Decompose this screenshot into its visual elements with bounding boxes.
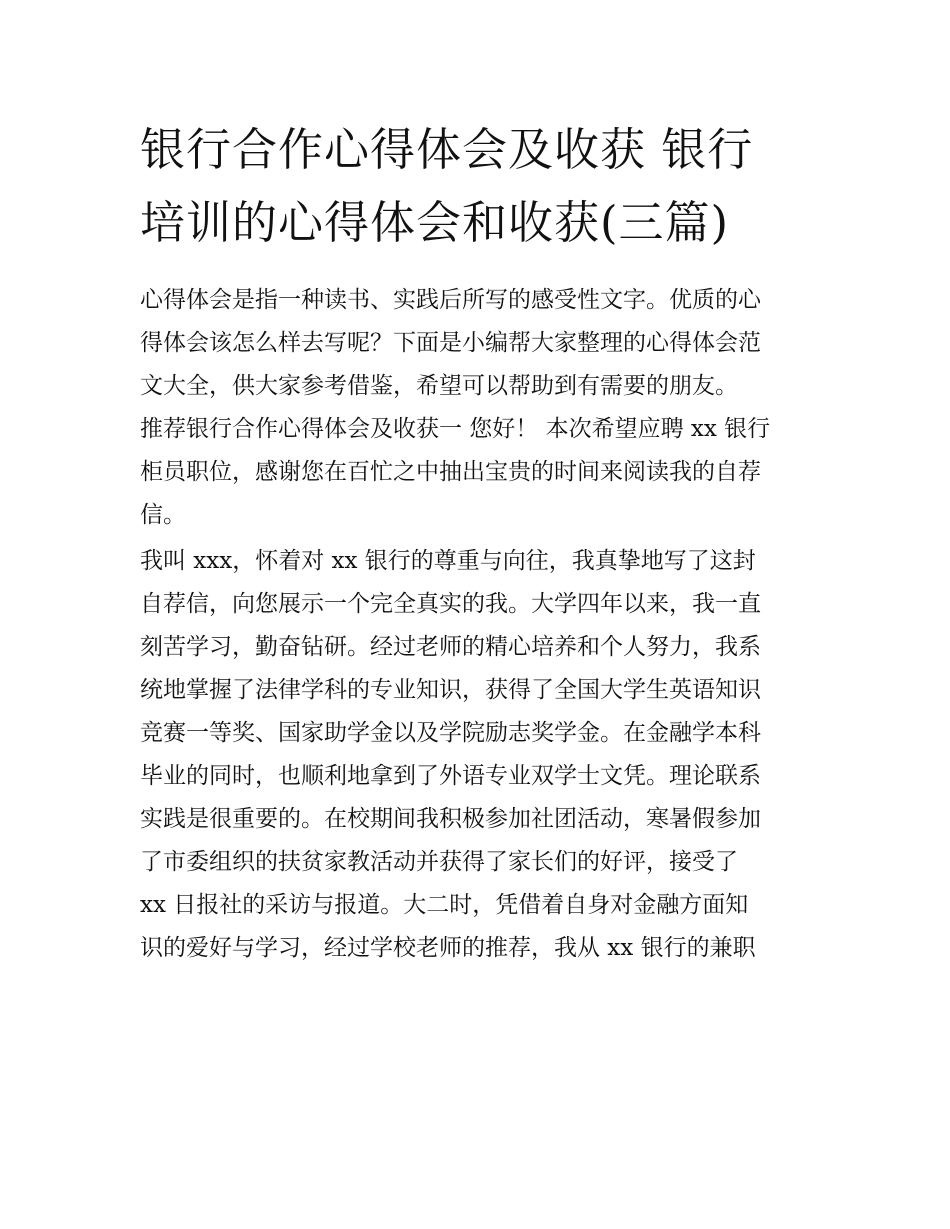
body-line: 刻苦学习，勤奋钻研。经过老师的精心培养和个人努力，我系: [140, 634, 761, 660]
document-body: [140, 279, 830, 970]
body-line: 竞赛一等奖、国家助学金以及学院励志奖学金。在金融学本科: [140, 720, 761, 746]
body-line: 得体会该怎么样去写呢？下面是小编帮大家整理的心得体会范: [140, 330, 761, 356]
body-line: 统地掌握了法律学科的专业知识，获得了全国大学生英语知识: [140, 677, 761, 703]
body-line: 信。: [140, 502, 186, 528]
body-line: 识的爱好与学习，经过学校老师的推荐，我从 xx 银行的兼职: [140, 935, 756, 961]
document-title: [140, 113, 820, 259]
body-line: 心得体会是指一种读书、实践后所写的感受性文字。优质的心: [140, 287, 761, 313]
body-line: 实践是很重要的。在校期间我积极参加社团活动，寒暑假参加: [140, 806, 761, 832]
body-line: 推荐银行合作心得体会及收获一 您好！ 本次希望应聘 xx 银行: [140, 416, 771, 442]
body-line: 毕业的同时，也顺利地拿到了外语专业双学士文凭。理论联系: [140, 763, 761, 789]
title-line-1: 银行合作心得体会及收获 银行: [140, 123, 754, 176]
body-line: 自荐信，向您展示一个完全真实的我。大学四年以来，我一直: [140, 591, 761, 617]
body-line: 我叫 xxx，怀着对 xx 银行的尊重与向往，我真挚地写了这封: [140, 548, 756, 574]
title-line-2: 培训的心得体会和收获(三篇): [140, 196, 730, 249]
body-line: 文大全，供大家参考借鉴，希望可以帮助到有需要的朋友。: [140, 373, 738, 399]
body-line: xx 日报社的采访与报道。大二时，凭借着自身对金融方面知: [140, 892, 749, 918]
body-line: 柜员职位，感谢您在百忙之中抽出宝贵的时间来阅读我的自荐: [140, 459, 761, 485]
body-line: 了市委组织的扶贫家教活动并获得了家长们的好评，接受了: [140, 849, 738, 875]
